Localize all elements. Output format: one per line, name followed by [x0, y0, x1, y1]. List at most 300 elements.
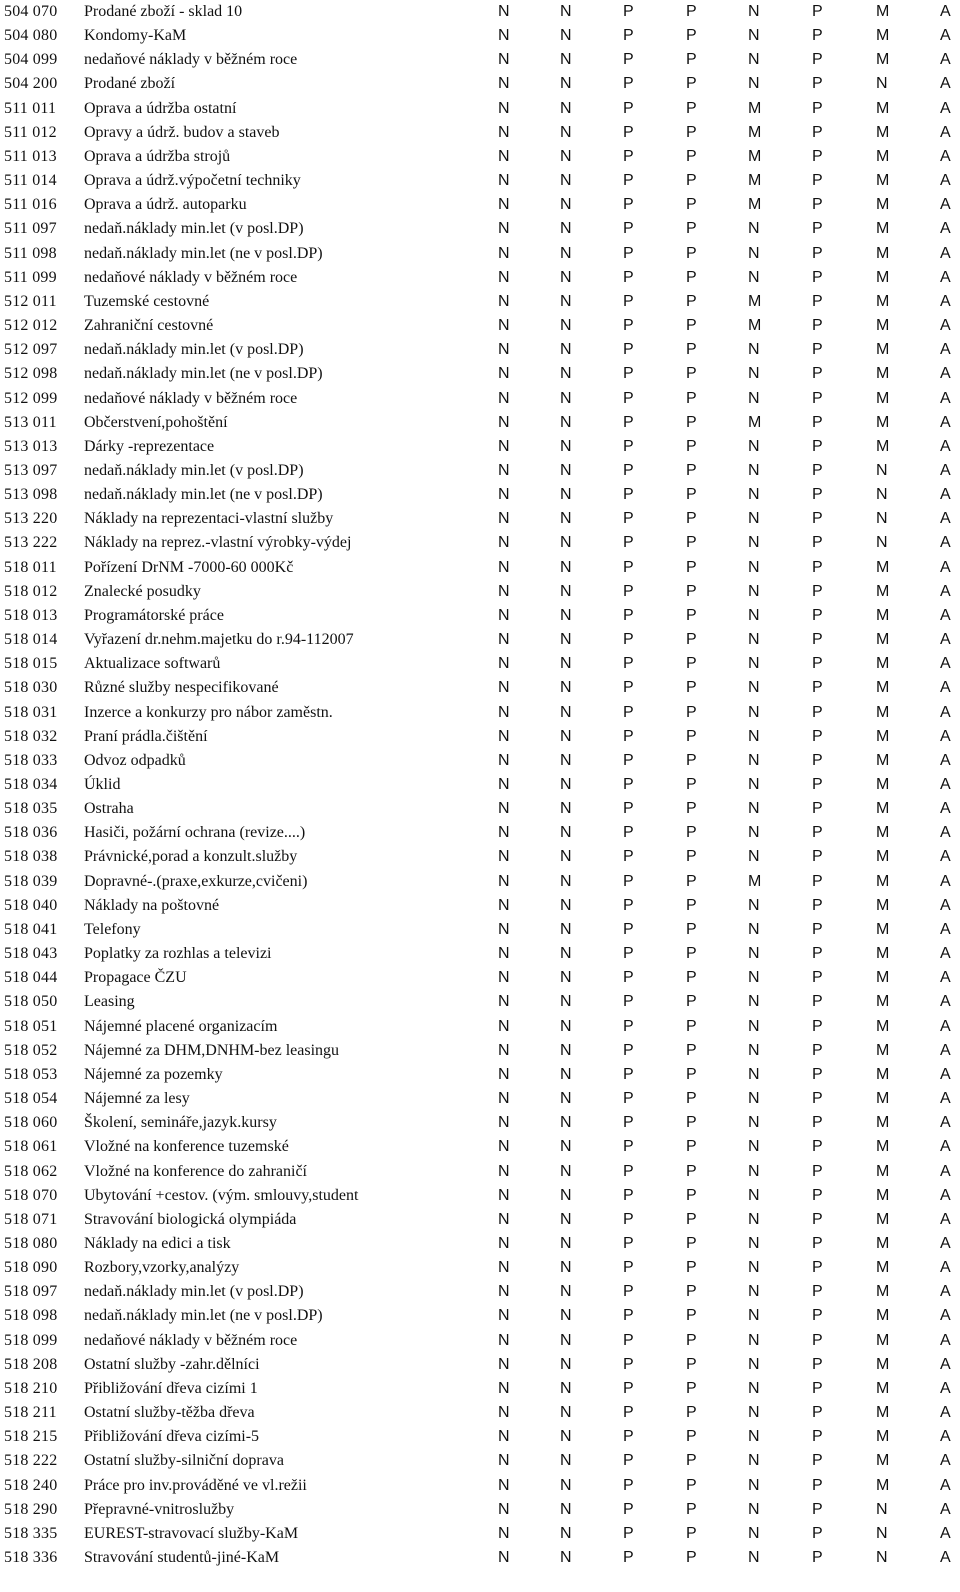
flag-column-6: P: [812, 751, 823, 769]
flag-column-7: M: [876, 99, 890, 117]
flag-column-3: P: [623, 1114, 634, 1132]
flag-column-1: N: [498, 1404, 510, 1422]
flag-column-4: P: [686, 510, 697, 528]
flag-column-3: P: [623, 606, 634, 624]
account-code: 504 200: [4, 75, 58, 93]
account-code: 511 098: [4, 244, 57, 262]
flag-column-1: N: [498, 800, 510, 818]
flag-column-7: M: [876, 1162, 890, 1180]
flag-column-3: P: [623, 800, 634, 818]
flag-column-3: P: [623, 51, 634, 69]
flag-column-6: P: [812, 1549, 823, 1566]
account-code: 512 011: [4, 292, 57, 310]
flag-column-1: N: [498, 1331, 510, 1349]
flag-column-4: P: [686, 317, 697, 335]
account-name: Telefony: [84, 920, 141, 938]
flag-column-7: M: [876, 268, 890, 286]
flag-column-7: M: [876, 244, 890, 262]
table-row: [4, 797, 956, 821]
table-row: [4, 918, 956, 942]
flag-column-1: N: [498, 365, 510, 383]
flag-column-6: P: [812, 292, 823, 310]
flag-column-7: N: [876, 534, 888, 552]
account-code: 511 097: [4, 220, 57, 238]
flag-column-8: A: [940, 1476, 951, 1494]
flag-column-4: P: [686, 945, 697, 963]
flag-column-7: M: [876, 631, 890, 649]
flag-column-2: N: [560, 27, 572, 45]
flag-column-6: P: [812, 437, 823, 455]
flag-column-3: P: [623, 848, 634, 866]
flag-column-3: P: [623, 655, 634, 673]
flag-column-4: P: [686, 848, 697, 866]
flag-column-8: A: [940, 727, 951, 745]
table-row: [4, 652, 956, 676]
flag-column-7: M: [876, 1210, 890, 1228]
flag-column-7: M: [876, 1259, 890, 1277]
flag-column-2: N: [560, 461, 572, 479]
flag-column-1: N: [498, 872, 510, 890]
account-code: 518 222: [4, 1452, 58, 1470]
flag-column-5: N: [748, 1404, 760, 1422]
flag-column-8: A: [940, 1065, 951, 1083]
flag-column-3: P: [623, 1404, 634, 1422]
flag-column-5: N: [748, 800, 760, 818]
account-name: Přepravné-vnitroslužby: [84, 1500, 235, 1518]
flag-column-5: N: [748, 655, 760, 673]
flag-column-5: N: [748, 486, 760, 504]
table-row: [4, 1184, 956, 1208]
account-code: 511 014: [4, 172, 57, 190]
table-row: [4, 121, 956, 145]
flag-column-8: A: [940, 437, 951, 455]
flag-column-8: A: [940, 389, 951, 407]
flag-column-8: A: [940, 365, 951, 383]
account-code: 518 054: [4, 1090, 58, 1108]
table-row: [4, 217, 956, 241]
flag-column-4: P: [686, 1428, 697, 1446]
table-row: [4, 72, 956, 96]
flag-column-4: P: [686, 1162, 697, 1180]
flag-column-6: P: [812, 486, 823, 504]
account-code: 518 098: [4, 1307, 58, 1325]
flag-column-1: N: [498, 1162, 510, 1180]
table-row: [4, 411, 956, 435]
table-row: [4, 48, 956, 72]
flag-column-2: N: [560, 1452, 572, 1470]
account-code: 518 040: [4, 896, 58, 914]
flag-column-2: N: [560, 1259, 572, 1277]
flag-column-3: P: [623, 1549, 634, 1566]
flag-column-6: P: [812, 1259, 823, 1277]
flag-column-5: N: [748, 679, 760, 697]
account-name: nedaň.náklady min.let (ne v posl.DP): [84, 365, 323, 383]
account-code: 511 016: [4, 196, 57, 214]
flag-column-8: A: [940, 1307, 951, 1325]
flag-column-7: M: [876, 1138, 890, 1156]
flag-column-3: P: [623, 1017, 634, 1035]
flag-column-7: M: [876, 993, 890, 1011]
flag-column-3: P: [623, 1259, 634, 1277]
flag-column-2: N: [560, 606, 572, 624]
table-row: [4, 1401, 956, 1425]
flag-column-5: N: [748, 1428, 760, 1446]
account-name: Ostatní služby-silniční doprava: [84, 1452, 284, 1470]
flag-column-1: N: [498, 1017, 510, 1035]
table-row: [4, 1449, 956, 1473]
flag-column-6: P: [812, 27, 823, 45]
flag-column-2: N: [560, 172, 572, 190]
flag-column-4: P: [686, 993, 697, 1011]
table-row: [4, 338, 956, 362]
flag-column-2: N: [560, 3, 572, 20]
account-name: Opravy a údrž. budov a staveb: [84, 123, 280, 141]
flag-column-5: N: [748, 848, 760, 866]
flag-column-4: P: [686, 1404, 697, 1422]
table-row: [4, 1474, 956, 1498]
flag-column-7: M: [876, 123, 890, 141]
account-code: 512 097: [4, 341, 58, 359]
flag-column-5: N: [748, 1259, 760, 1277]
flag-column-7: M: [876, 703, 890, 721]
account-code: 518 062: [4, 1162, 58, 1180]
account-code: 518 043: [4, 945, 58, 963]
account-code: 513 013: [4, 437, 58, 455]
flag-column-3: P: [623, 776, 634, 793]
account-code: 511 099: [4, 268, 57, 286]
flag-column-8: A: [940, 292, 951, 310]
account-name: Rozbory,vzorky,analýzy: [84, 1259, 240, 1277]
flag-column-3: P: [623, 510, 634, 528]
flag-column-3: P: [623, 1524, 634, 1542]
account-code: 518 041: [4, 920, 58, 938]
flag-column-6: P: [812, 196, 823, 214]
flag-column-2: N: [560, 1355, 572, 1373]
flag-column-2: N: [560, 220, 572, 238]
account-name: Nájemné za DHM,DNHM-bez leasingu: [84, 1041, 340, 1059]
flag-column-8: A: [940, 1452, 951, 1470]
account-code: 518 014: [4, 631, 58, 649]
flag-column-5: N: [748, 582, 760, 600]
flag-column-3: P: [623, 558, 634, 576]
flag-column-6: P: [812, 1524, 823, 1542]
flag-column-8: A: [940, 99, 951, 117]
flag-column-3: P: [623, 969, 634, 987]
flag-column-7: M: [876, 413, 890, 431]
flag-column-2: N: [560, 1379, 572, 1397]
account-name: Ostatní služby -zahr.dělníci: [84, 1355, 260, 1373]
account-name: nedaň.náklady min.let (ne v posl.DP): [84, 1307, 323, 1325]
account-name: Školení, semináře,jazyk.kursy: [84, 1114, 277, 1132]
account-name: Oprava a údrž. autoparku: [84, 196, 247, 214]
flag-column-1: N: [498, 1549, 510, 1566]
table-row: [4, 193, 956, 217]
table-row: [4, 1280, 956, 1304]
flag-column-4: P: [686, 1041, 697, 1059]
flag-column-7: M: [876, 582, 890, 600]
flag-column-5: N: [748, 389, 760, 407]
flag-column-5: M: [748, 317, 762, 335]
flag-column-1: N: [498, 75, 510, 93]
flag-column-7: M: [876, 896, 890, 914]
flag-column-3: P: [623, 196, 634, 214]
flag-column-4: P: [686, 3, 697, 20]
flag-column-1: N: [498, 945, 510, 963]
flag-column-6: P: [812, 969, 823, 987]
table-row: [4, 1063, 956, 1087]
flag-column-3: P: [623, 1355, 634, 1373]
account-name: Oprava a údrž.výpočetní techniky: [84, 172, 301, 190]
flag-column-5: N: [748, 920, 760, 938]
flag-column-6: P: [812, 558, 823, 576]
flag-column-5: N: [748, 1234, 760, 1252]
flag-column-6: P: [812, 51, 823, 69]
flag-column-7: M: [876, 655, 890, 673]
flag-column-8: A: [940, 413, 951, 431]
flag-column-1: N: [498, 99, 510, 117]
account-code: 518 031: [4, 703, 58, 721]
flag-column-5: N: [748, 1017, 760, 1035]
table-row: [4, 676, 956, 700]
flag-column-6: P: [812, 1186, 823, 1204]
account-name: Ubytování +cestov. (vým. smlouvy,student: [84, 1186, 359, 1204]
flag-column-1: N: [498, 558, 510, 576]
flag-column-4: P: [686, 631, 697, 649]
table-row: [4, 507, 956, 531]
flag-column-6: P: [812, 1428, 823, 1446]
flag-column-6: P: [812, 3, 823, 20]
flag-column-3: P: [623, 317, 634, 335]
flag-column-7: N: [876, 461, 888, 479]
account-name: Nájemné za pozemky: [84, 1065, 223, 1083]
table-row: [4, 1039, 956, 1063]
account-name: Vložné na konference do zahraničí: [84, 1162, 307, 1180]
account-code: 518 071: [4, 1210, 58, 1228]
flag-column-6: P: [812, 1331, 823, 1349]
account-code: 518 044: [4, 969, 58, 987]
flag-column-8: A: [940, 1549, 951, 1566]
flag-column-3: P: [623, 1041, 634, 1059]
flag-column-5: N: [748, 606, 760, 624]
flag-column-4: P: [686, 872, 697, 890]
flag-column-5: N: [748, 1283, 760, 1301]
account-code: 511 012: [4, 123, 57, 141]
flag-column-8: A: [940, 486, 951, 504]
flag-column-6: P: [812, 824, 823, 842]
flag-column-3: P: [623, 703, 634, 721]
flag-column-1: N: [498, 1500, 510, 1518]
flag-column-8: A: [940, 679, 951, 697]
flag-column-5: N: [748, 1114, 760, 1132]
account-code: 518 013: [4, 606, 58, 624]
account-name: Náklady na edici a tisk: [84, 1234, 231, 1252]
flag-column-4: P: [686, 1114, 697, 1132]
flag-column-3: P: [623, 920, 634, 938]
flag-column-4: P: [686, 1259, 697, 1277]
account-code: 518 015: [4, 655, 58, 673]
flag-column-4: P: [686, 461, 697, 479]
flag-column-6: P: [812, 920, 823, 938]
flag-column-2: N: [560, 413, 572, 431]
flag-column-5: N: [748, 1186, 760, 1204]
flag-column-3: P: [623, 172, 634, 190]
table-row: [4, 435, 956, 459]
flag-column-4: P: [686, 1379, 697, 1397]
flag-column-5: M: [748, 196, 762, 214]
flag-column-4: P: [686, 341, 697, 359]
flag-column-1: N: [498, 824, 510, 842]
flag-column-3: P: [623, 1307, 634, 1325]
flag-column-3: P: [623, 1234, 634, 1252]
flag-column-6: P: [812, 679, 823, 697]
flag-column-1: N: [498, 751, 510, 769]
flag-column-6: P: [812, 703, 823, 721]
flag-column-8: A: [940, 1331, 951, 1349]
flag-column-5: N: [748, 1307, 760, 1325]
flag-column-8: A: [940, 1138, 951, 1156]
flag-column-1: N: [498, 993, 510, 1011]
flag-column-5: M: [748, 123, 762, 141]
table-row: [4, 1546, 956, 1570]
flag-column-8: A: [940, 1234, 951, 1252]
account-code: 518 052: [4, 1041, 58, 1059]
account-code: 518 090: [4, 1259, 58, 1277]
account-code: 512 012: [4, 317, 58, 335]
flag-column-4: P: [686, 1500, 697, 1518]
account-code: 518 030: [4, 679, 58, 697]
flag-column-5: N: [748, 1379, 760, 1397]
flag-column-6: P: [812, 268, 823, 286]
flag-column-8: A: [940, 534, 951, 552]
table-row: [4, 1111, 956, 1135]
flag-column-7: N: [876, 510, 888, 528]
flag-column-4: P: [686, 1355, 697, 1373]
flag-column-7: M: [876, 365, 890, 383]
flag-column-3: P: [623, 1138, 634, 1156]
flag-column-6: P: [812, 1210, 823, 1228]
flag-column-1: N: [498, 582, 510, 600]
flag-column-4: P: [686, 1065, 697, 1083]
flag-column-3: P: [623, 292, 634, 310]
flag-column-7: M: [876, 969, 890, 987]
account-name: Prodané zboží - sklad 10: [84, 3, 243, 20]
account-name: nedaň.náklady min.let (v posl.DP): [84, 461, 304, 479]
flag-column-1: N: [498, 341, 510, 359]
flag-column-1: N: [498, 1283, 510, 1301]
flag-column-5: N: [748, 751, 760, 769]
flag-column-3: P: [623, 679, 634, 697]
flag-column-6: P: [812, 776, 823, 793]
flag-column-2: N: [560, 1428, 572, 1446]
flag-column-3: P: [623, 486, 634, 504]
flag-column-8: A: [940, 558, 951, 576]
flag-column-7: N: [876, 486, 888, 504]
account-name: Ostraha: [84, 800, 134, 818]
account-name: Leasing: [84, 993, 135, 1011]
flag-column-1: N: [498, 534, 510, 552]
flag-column-2: N: [560, 1500, 572, 1518]
flag-column-7: M: [876, 1283, 890, 1301]
flag-column-5: N: [748, 969, 760, 987]
account-code: 512 099: [4, 389, 58, 407]
flag-column-8: A: [940, 872, 951, 890]
flag-column-8: A: [940, 123, 951, 141]
flag-column-5: N: [748, 75, 760, 93]
flag-column-1: N: [498, 655, 510, 673]
flag-column-4: P: [686, 365, 697, 383]
flag-column-5: N: [748, 1065, 760, 1083]
flag-column-1: N: [498, 1041, 510, 1059]
flag-column-5: N: [748, 776, 760, 793]
flag-column-8: A: [940, 1404, 951, 1422]
flag-column-1: N: [498, 679, 510, 697]
flag-column-5: M: [748, 147, 762, 165]
account-name: Ostatní služby-těžba dřeva: [84, 1404, 255, 1422]
flag-column-4: P: [686, 534, 697, 552]
account-code: 511 011: [4, 99, 57, 117]
flag-column-2: N: [560, 1307, 572, 1325]
flag-column-2: N: [560, 244, 572, 262]
flag-column-6: P: [812, 99, 823, 117]
flag-column-4: P: [686, 1234, 697, 1252]
table-row: [4, 483, 956, 507]
table-row: [4, 1232, 956, 1256]
account-code: 513 222: [4, 534, 58, 552]
flag-column-6: P: [812, 147, 823, 165]
table-row: [4, 1522, 956, 1546]
flag-column-5: N: [748, 461, 760, 479]
flag-column-7: M: [876, 800, 890, 818]
account-code: 518 050: [4, 993, 58, 1011]
account-name: Nájemné placené organizacím: [84, 1017, 278, 1035]
flag-column-8: A: [940, 848, 951, 866]
flag-column-4: P: [686, 703, 697, 721]
flag-column-3: P: [623, 3, 634, 20]
flag-column-6: P: [812, 341, 823, 359]
flag-column-7: N: [876, 1500, 888, 1518]
flag-column-1: N: [498, 486, 510, 504]
flag-column-6: P: [812, 1500, 823, 1518]
table-row: [4, 242, 956, 266]
flag-column-4: P: [686, 969, 697, 987]
flag-column-4: P: [686, 123, 697, 141]
account-name: Inzerce a konkurzy pro nábor zaměstn.: [84, 703, 333, 721]
account-code: 512 098: [4, 365, 58, 383]
flag-column-5: N: [748, 727, 760, 745]
flag-column-3: P: [623, 1379, 634, 1397]
flag-column-7: M: [876, 341, 890, 359]
flag-column-6: P: [812, 413, 823, 431]
flag-column-7: M: [876, 437, 890, 455]
table-row: [4, 1208, 956, 1232]
flag-column-1: N: [498, 1428, 510, 1446]
flag-column-1: N: [498, 727, 510, 745]
flag-column-1: N: [498, 1307, 510, 1325]
flag-column-2: N: [560, 848, 572, 866]
flag-column-3: P: [623, 872, 634, 890]
flag-column-2: N: [560, 969, 572, 987]
flag-column-8: A: [940, 268, 951, 286]
flag-column-3: P: [623, 1210, 634, 1228]
flag-column-7: M: [876, 1355, 890, 1373]
flag-column-3: P: [623, 1476, 634, 1494]
flag-column-8: A: [940, 896, 951, 914]
flag-column-8: A: [940, 945, 951, 963]
flag-column-8: A: [940, 196, 951, 214]
flag-column-2: N: [560, 365, 572, 383]
flag-column-8: A: [940, 606, 951, 624]
flag-column-4: P: [686, 558, 697, 576]
